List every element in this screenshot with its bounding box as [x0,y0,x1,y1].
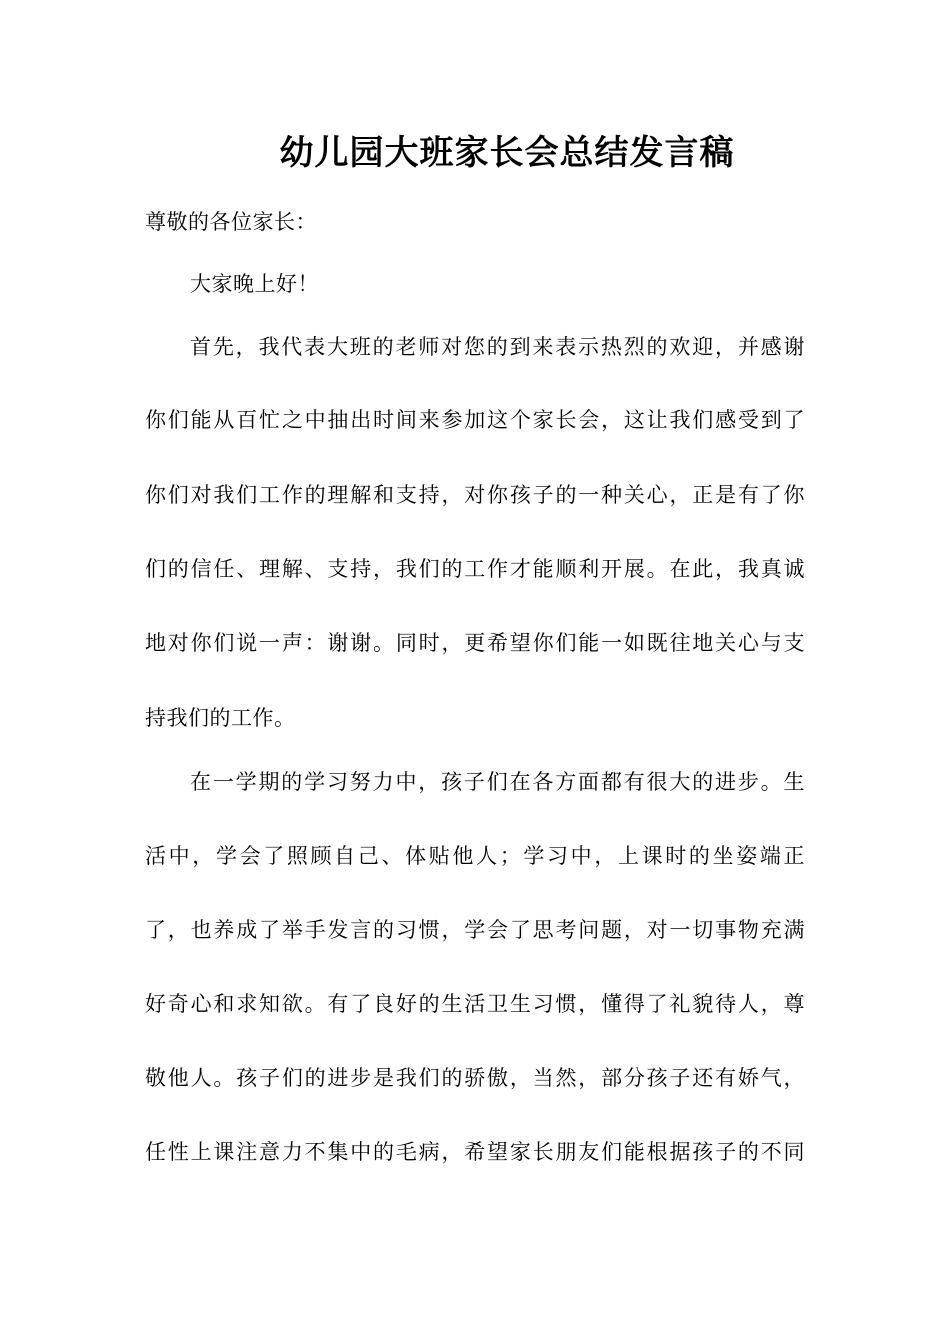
paragraph2-line: 好奇心和求知欲。有了良好的生活卫生习惯，懂得了礼貌待人，尊 [145,992,805,1016]
paragraph1-line: 首先，我代表大班的老师对您的到来表示热烈的欢迎，并感谢 [190,335,805,359]
paragraph2-line: 了，也养成了举手发言的习惯，学会了思考问题，对一切事物充满 [145,918,805,942]
paragraph2-line: 活中，学会了照顾自己、体贴他人；学习中，上课时的坐姿端正 [145,844,805,868]
paragraph2-line: 任性上课注意力不集中的毛病，希望家长朋友们能根据孩子的不同 [145,1140,805,1164]
paragraph1-line: 地对你们说一声：谢谢。同时，更希望你们能一如既往地关心与支 [145,631,805,655]
document-title: 幼儿园大班家长会总结发言稿 [279,133,735,173]
paragraph2-line: 敬他人。孩子们的进步是我们的骄傲，当然，部分孩子还有娇气， [145,1066,805,1090]
paragraph1-line: 你们能从百忙之中抽出时间来参加这个家长会，这让我们感受到了 [145,408,805,432]
greeting: 大家晚上好！ [190,272,319,296]
paragraph1-line: 持我们的工作。 [145,706,296,730]
paragraph1-line: 你们对我们工作的理解和支持，对你孩子的一种关心，正是有了你 [145,483,805,507]
paragraph1-line: 们的信任、理解、支持，我们的工作才能顺利开展。在此，我真诚 [145,557,805,581]
salutation: 尊敬的各位家长： [145,210,317,234]
paragraph2-line: 在一学期的学习努力中，孩子们在各方面都有很大的进步。生 [190,770,805,794]
